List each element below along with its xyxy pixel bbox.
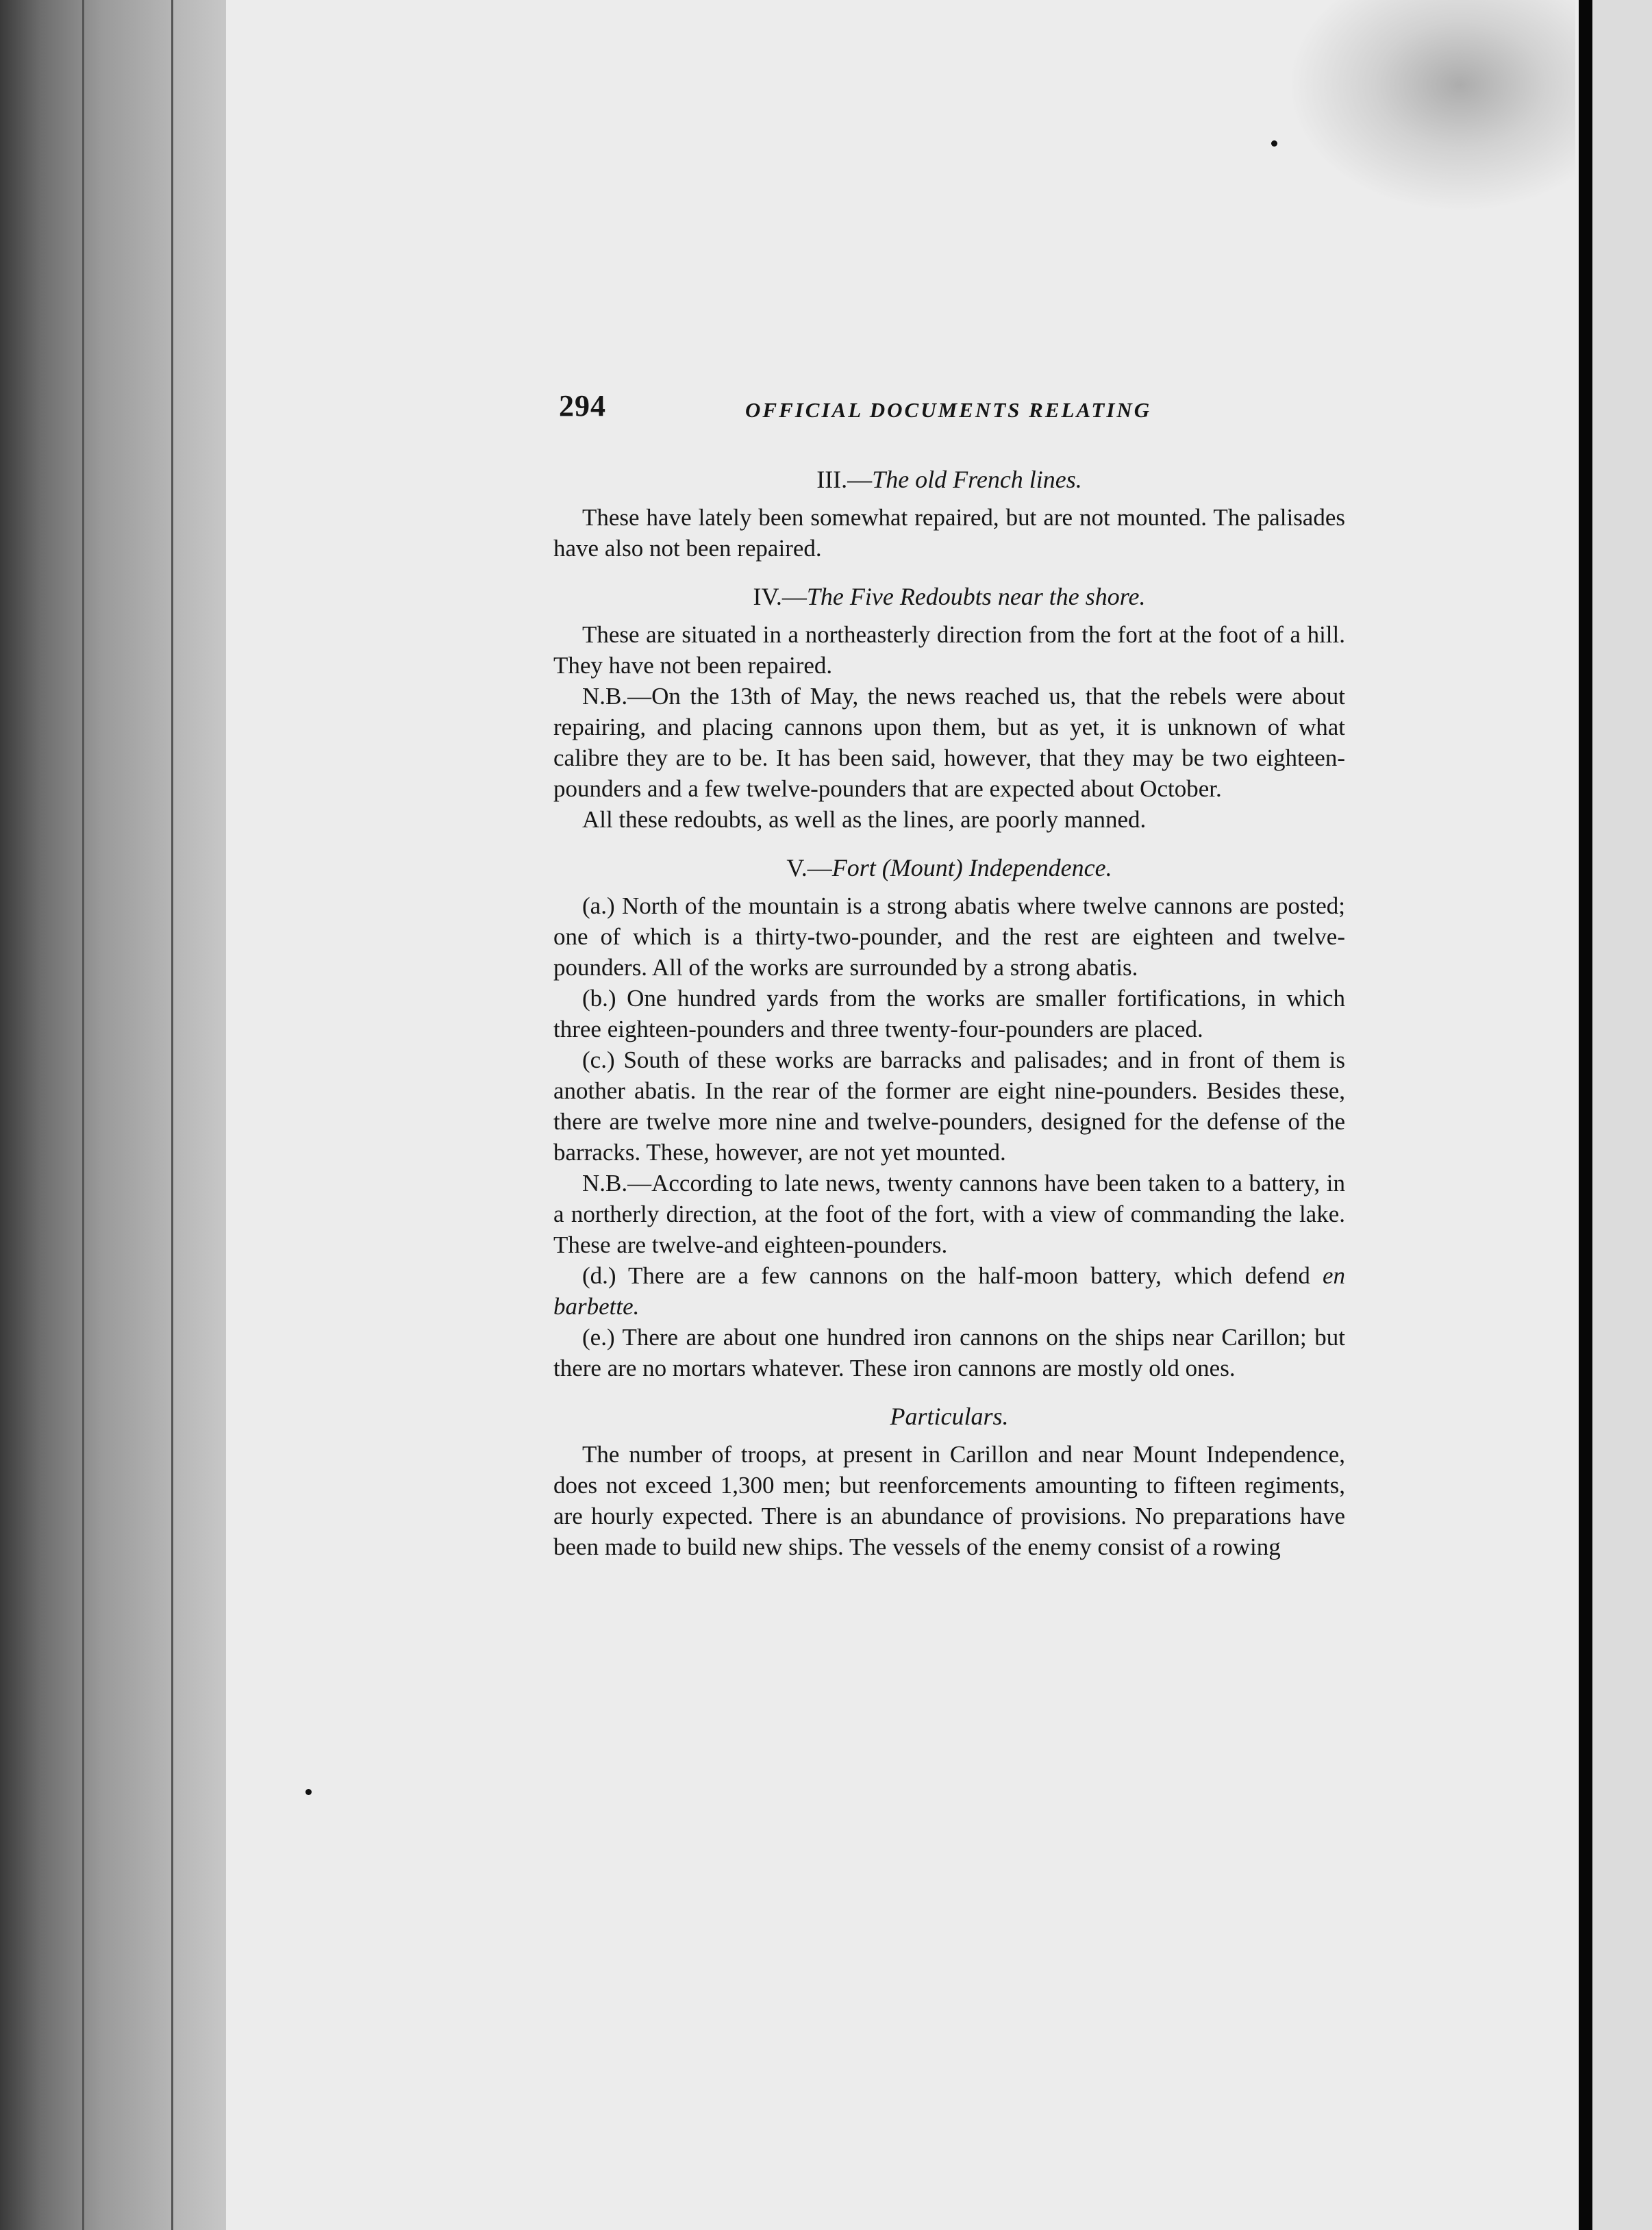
section-title: Fort (Mount) Independence.: [831, 854, 1112, 881]
section-heading: [553, 464, 1345, 495]
facing-page-edge: [1592, 0, 1652, 2230]
section-numeral: IV.—: [753, 583, 807, 610]
paragraph: These are situated in a northeasterly direction from the fort at the foot of a hill. They have not been repaired.: [553, 621, 1345, 679]
section-heading: [553, 581, 1345, 612]
page-edge-line: [171, 0, 173, 2230]
section-particulars: [553, 1401, 1345, 1562]
paragraph: [553, 1260, 1345, 1322]
running-head: OFFICIAL DOCUMENTS RELATING: [745, 398, 1152, 422]
section-title: The Five Redoubts near the shore.: [806, 583, 1146, 610]
paragraph: (c.) South of these works are barracks and palisades; and in front of them is another abatis. In the rear of the former are eight nine-pounders. Besides these, there are twelve more nine and twelve-pounders, designed for the defense of the barracks. These, however, are not yet mounted.: [553, 1047, 1345, 1166]
section-iii: [553, 464, 1345, 564]
page-edge-line: [82, 0, 84, 2230]
paragraph: The number of troops, at present in Carillon and near Mount Independence, does not exceed 1,300 men; but reenforcements amounting to fifteen regiments, are hourly expected. There is an abundance of provisions. No preparations have been made to build new ships. The vessels of the enemy consist of a rowing: [553, 1441, 1345, 1560]
paragraph: These have lately been somewhat repaired, but are not mounted. The palisades have also not been repaired.: [553, 504, 1345, 562]
section-heading: [553, 1401, 1345, 1432]
section-numeral: III.—: [816, 466, 873, 493]
speck: [305, 1789, 312, 1795]
paragraph: N.B.—According to late news, twenty cannons have been taken to a battery, in a northerly direction, at the foot of the fort, with a view of commanding the lake. These are twelve-and eighteen-pounders.: [553, 1170, 1345, 1258]
section-title: Particulars.: [890, 1403, 1009, 1430]
section-v: [553, 853, 1345, 1383]
section-title: The old French lines.: [872, 466, 1082, 493]
paragraph: (a.) North of the mountain is a strong abatis where twelve cannons are posted; one of which is a thirty-two-pounder, and the rest are eighteen and twelve-pounders. All of the works are surrounded by a strong abatis.: [553, 892, 1345, 981]
page-number: 294: [559, 389, 606, 423]
book-page-edges: [0, 0, 226, 2230]
paragraph: (b.) One hundred yards from the works are smaller fortifications, in which three eighteen-pounders and three twenty-four-pounders are placed.: [553, 985, 1345, 1042]
speck: [1271, 140, 1277, 147]
page-header: [553, 390, 1345, 431]
page-text: [553, 390, 1345, 1580]
section-numeral: V.—: [786, 854, 832, 881]
section-iv: [553, 581, 1345, 835]
paragraph-text: (d.) There are a few cannons on the half-moon battery, which defend: [582, 1262, 1310, 1289]
italic-phrase: en barbette.: [553, 1262, 1345, 1320]
paragraph: (e.) There are about one hundred iron cannons on the ships near Carillon; but there are no mortars whatever. These iron cannons are mostly old ones.: [553, 1324, 1345, 1381]
paragraph: N.B.—On the 13th of May, the news reached us, that the rebels were about repairing, and placing cannons upon them, but as yet, it is unknown of what calibre they are to be. It has been said, however, that they may be two eighteen-pounders and a few twelve-pounders that are expected about October.: [553, 683, 1345, 802]
section-heading: [553, 853, 1345, 884]
paragraph: All these redoubts, as well as the lines, are poorly manned.: [582, 806, 1147, 833]
ink-smudge: [1288, 0, 1575, 212]
